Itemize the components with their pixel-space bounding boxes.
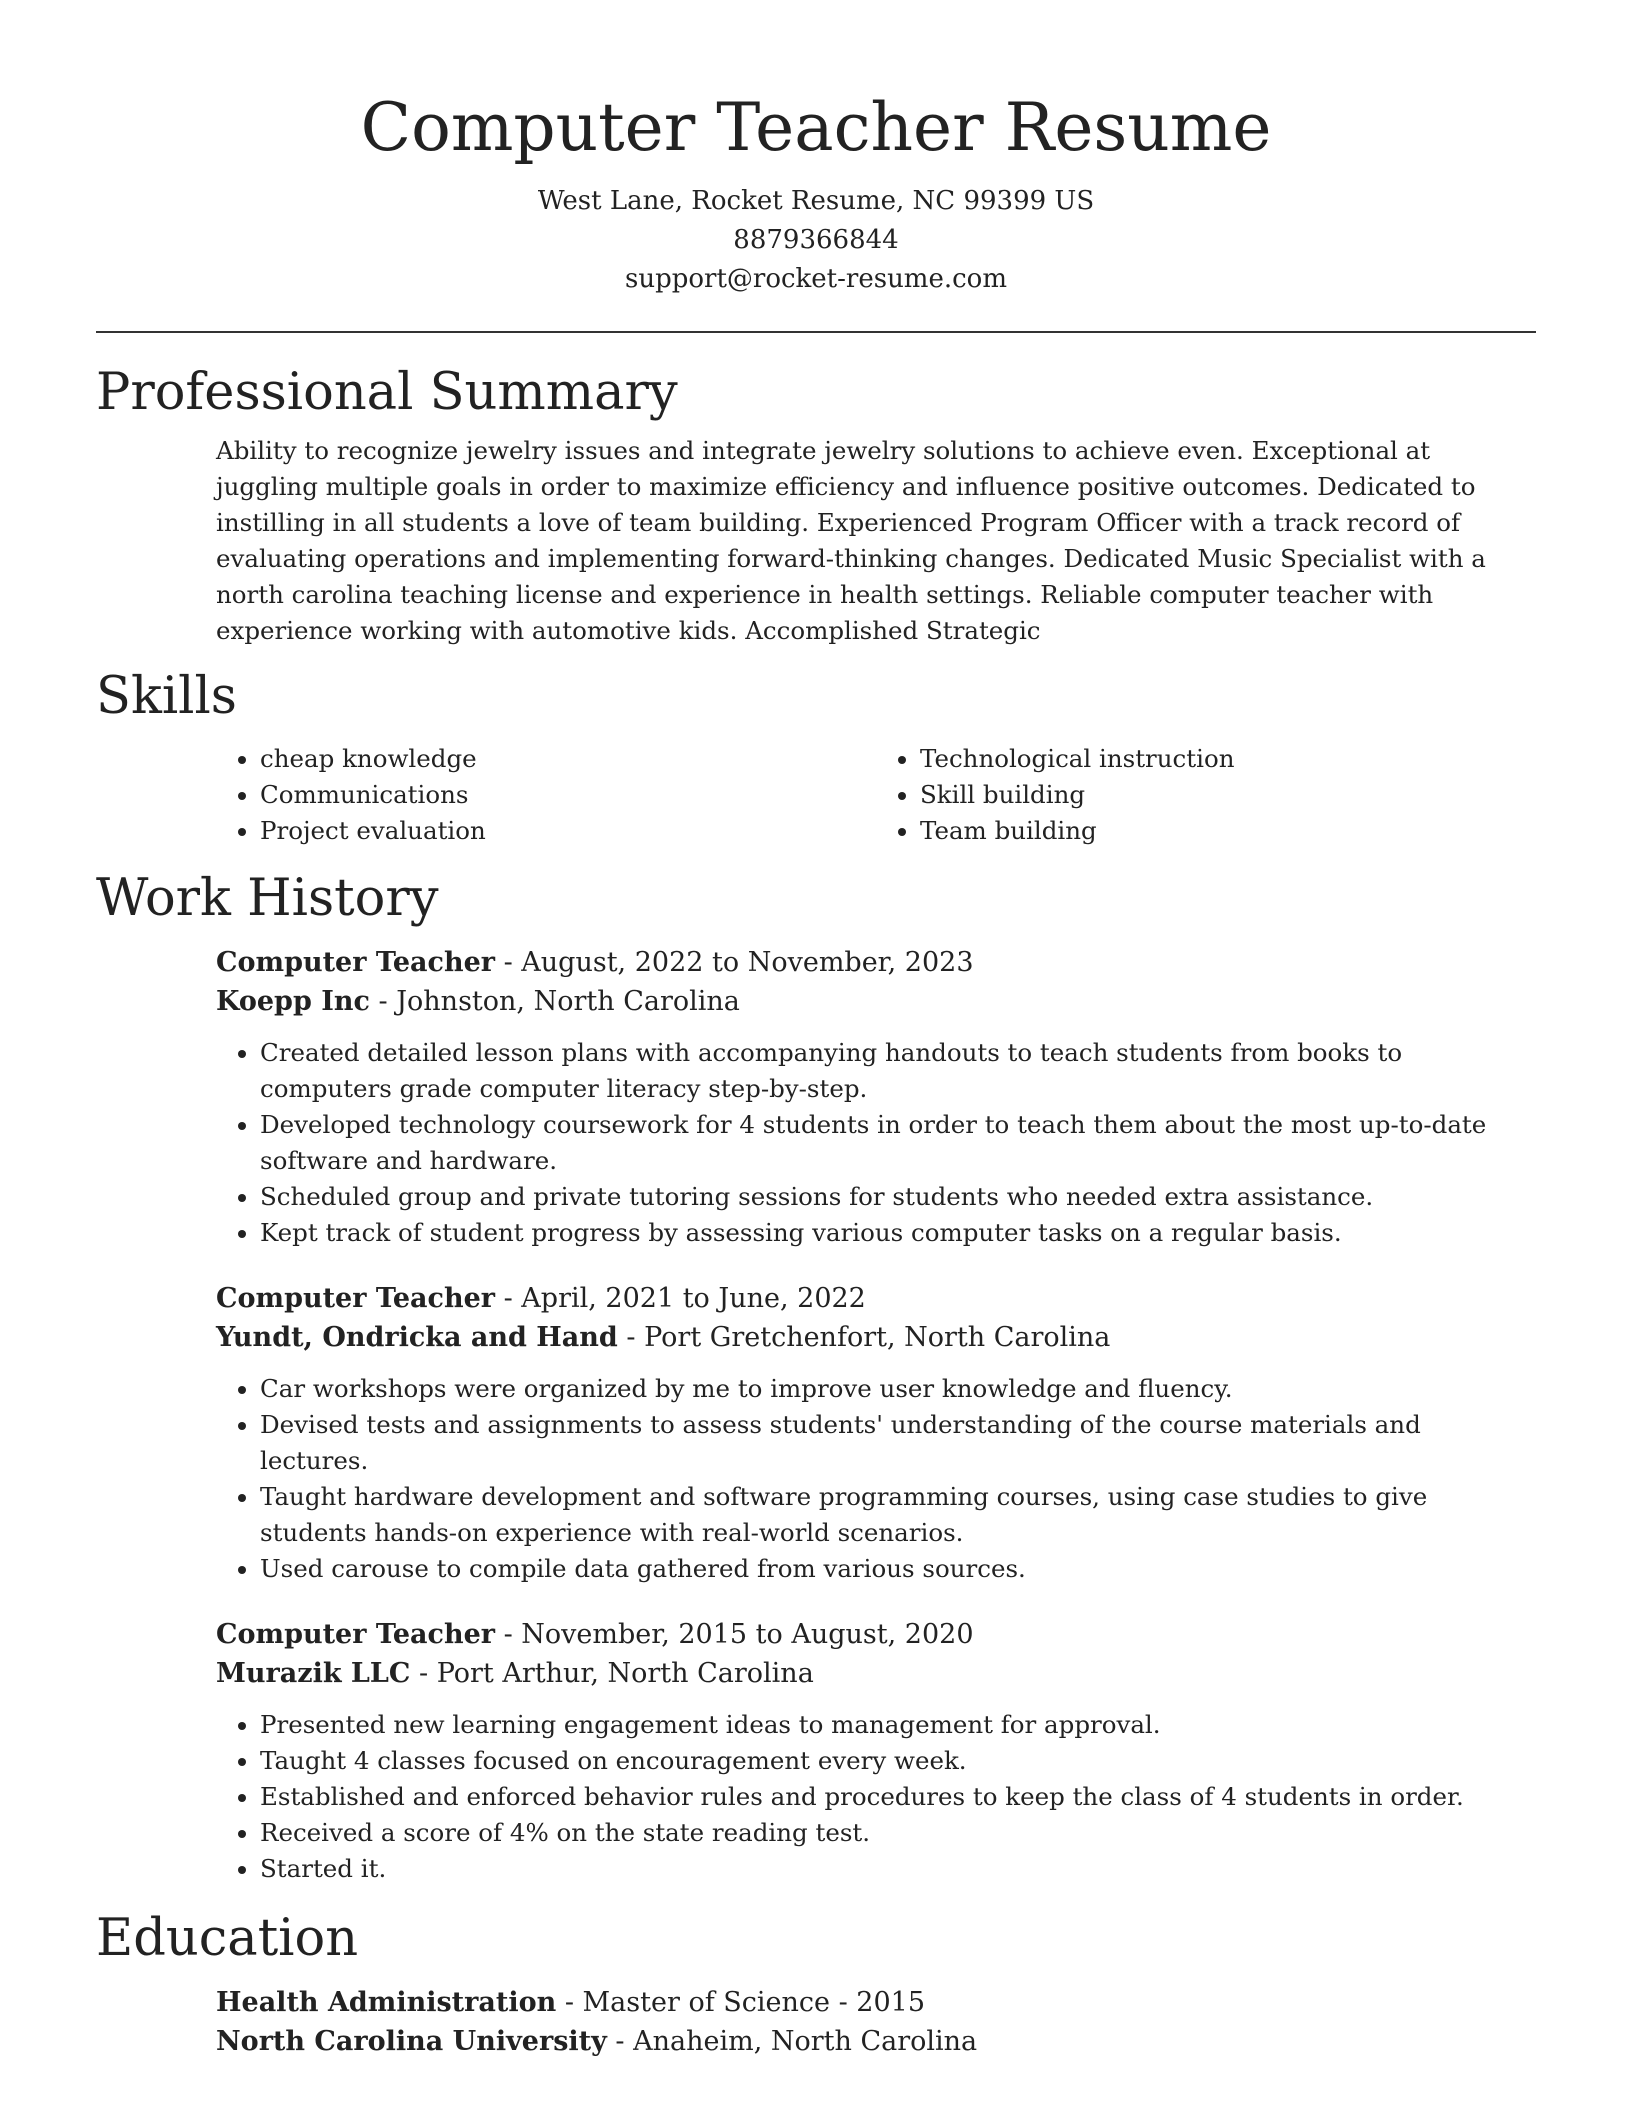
skill-item: • cheap knowledge — [260, 741, 876, 777]
job-bullet: • Presented new learning engagement ideas to management for approval. — [260, 1707, 1536, 1743]
job-title: Computer Teacher — [216, 1283, 495, 1314]
job-bullet: • Used carouse to compile data gathered from various sources. — [260, 1551, 1536, 1587]
resume-header — [96, 0, 1536, 299]
work-history-section — [96, 867, 1536, 1887]
summary-text: Ability to recognize jewelry issues and integrate jewelry solutions to achieve even. Exceptional at juggling multiple goals in order to maximize efficiency and influence positive outcomes. Dedicated to instilling in all students a love of team building. Experienced Program Officer with a track record of evaluating operations and implementing forward-thinking changes. Dedicated Music Specialist with a north carolina teaching license and experience in health settings. Reliable computer teacher with experience working with automotive kids. Accomplished Strategic — [216, 436, 1486, 645]
job-title: Computer Teacher — [216, 1619, 495, 1650]
education-school-line — [216, 2022, 1536, 2061]
summary-section — [96, 361, 1536, 649]
job-bullet: • Scheduled group and private tutoring sessions for students who needed extra assistance. — [260, 1179, 1536, 1215]
job-company: Yundt, Ondricka and Hand — [216, 1322, 618, 1353]
contact-phone: 8879366844 — [733, 225, 899, 255]
summary-heading: Professional Summary — [96, 363, 678, 422]
job-bullet: • Started it. — [260, 1851, 1536, 1887]
education-degree-line — [216, 1983, 1536, 2022]
job-entry — [216, 1615, 1536, 1887]
job-bullets — [216, 1035, 1536, 1251]
job-bullet: • Developed technology coursework for 4 students in order to teach them about the most up-to-date software and hardware. — [260, 1107, 1536, 1179]
job-company-line — [216, 982, 1536, 1021]
job-title-line — [216, 1615, 1536, 1654]
job-bullets — [216, 1371, 1536, 1587]
job-entry — [216, 943, 1536, 1251]
job-bullet: • Taught hardware development and software programming courses, using case studies to give students hands-on experience with real-world scenarios. — [260, 1479, 1536, 1551]
job-company-line — [216, 1318, 1536, 1357]
education-field: Health Administration — [216, 1987, 557, 2018]
skills-heading: Skills — [96, 667, 237, 726]
job-location: - Port Arthur, North Carolina — [410, 1658, 814, 1689]
education-school: North Carolina University — [216, 2026, 607, 2057]
contact-address: West Lane, Rocket Resume, NC 99399 US — [537, 186, 1095, 216]
contact-block — [96, 182, 1536, 299]
contact-email[interactable]: support@rocket-resume.com — [624, 264, 1007, 294]
skill-item: • Communications — [260, 777, 876, 813]
education-entry — [216, 1983, 1536, 2061]
skills-list — [216, 741, 1536, 849]
job-entry — [216, 1279, 1536, 1587]
job-dates: - August, 2022 to November, 2023 — [495, 947, 974, 978]
skills-section — [96, 665, 1536, 849]
skill-item: • Technological instruction — [920, 741, 1536, 777]
job-location: - Johnston, North Carolina — [369, 986, 740, 1017]
job-bullet: • Taught 4 classes focused on encouragement every week. — [260, 1743, 1536, 1779]
skills-column-right — [876, 741, 1536, 849]
education-location: - Anaheim, North Carolina — [606, 2026, 978, 2057]
job-title-line — [216, 943, 1536, 982]
job-bullet: • Car workshops were organized by me to improve user knowledge and fluency. — [260, 1371, 1536, 1407]
skill-item: • Team building — [920, 813, 1536, 849]
job-company: Murazik LLC — [216, 1658, 411, 1689]
job-dates: - November, 2015 to August, 2020 — [495, 1619, 974, 1650]
resume-title: Computer Teacher Resume — [360, 89, 1272, 166]
job-bullet: • Received a score of 4% on the state reading test. — [260, 1815, 1536, 1851]
header-divider — [96, 331, 1536, 333]
education-section — [96, 1907, 1536, 2061]
job-bullet: • Devised tests and assignments to assess students' understanding of the course materials and lectures. — [260, 1407, 1536, 1479]
job-title: Computer Teacher — [216, 947, 495, 978]
job-bullet: • Created detailed lesson plans with accompanying handouts to teach students from books to computers grade computer literacy step-by-step. — [260, 1035, 1536, 1107]
job-company: Koepp Inc — [216, 986, 370, 1017]
job-title-line — [216, 1279, 1536, 1318]
education-heading: Education — [96, 1909, 359, 1968]
work-history-heading: Work History — [96, 869, 439, 928]
job-company-line — [216, 1654, 1536, 1693]
skill-item: • Project evaluation — [260, 813, 876, 849]
job-location: - Port Gretchenfort, North Carolina — [617, 1322, 1111, 1353]
job-bullet: • Kept track of student progress by assessing various computer tasks on a regular basis. — [260, 1215, 1536, 1251]
job-bullets — [216, 1707, 1536, 1887]
skill-item: • Skill building — [920, 777, 1536, 813]
job-dates: - April, 2021 to June, 2022 — [495, 1283, 866, 1314]
job-bullet: • Established and enforced behavior rules and procedures to keep the class of 4 students in order. — [260, 1779, 1536, 1815]
skills-column-left — [216, 741, 876, 849]
education-degree: - Master of Science - 2015 — [556, 1987, 926, 2018]
